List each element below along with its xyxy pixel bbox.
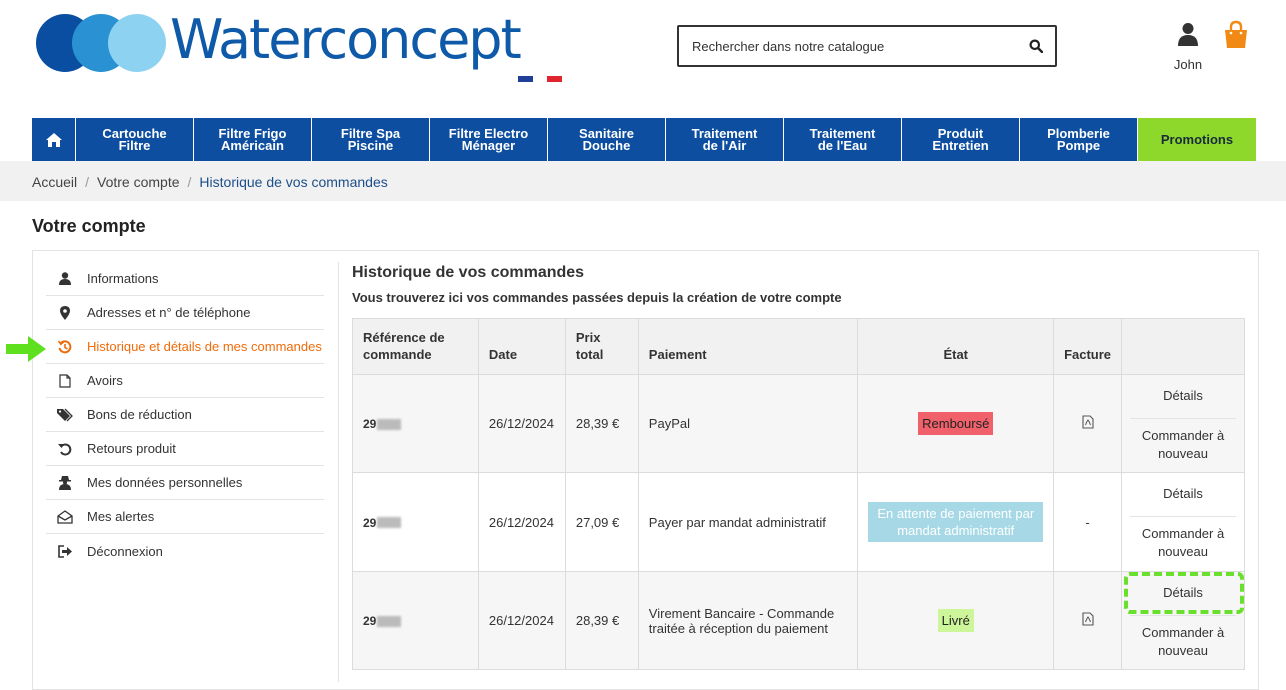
nav-item-promotions[interactable]: Promotions bbox=[1138, 118, 1256, 161]
pdf-icon[interactable] bbox=[1082, 415, 1094, 429]
header-payment: Paiement bbox=[638, 319, 858, 375]
reorder-link[interactable]: Commander à nouveau bbox=[1141, 427, 1225, 461]
order-total: 27,09 € bbox=[565, 473, 638, 572]
table-row bbox=[353, 572, 1245, 670]
orders-subtitle: Vous trouverez ici vos commandes passées depuis la création de votre compte bbox=[352, 290, 842, 305]
header-actions bbox=[1122, 319, 1245, 375]
tags-icon bbox=[56, 408, 74, 422]
nav-item-traitement-eau[interactable]: Traitement de l'Eau bbox=[784, 118, 902, 161]
order-payment: Payer par mandat administratif bbox=[638, 473, 858, 572]
user-icon bbox=[56, 272, 74, 286]
reorder-link[interactable]: Commander à nouveau bbox=[1141, 526, 1225, 559]
sidebar-item-donnees[interactable]: Mes données personnelles bbox=[46, 466, 324, 500]
column-divider bbox=[338, 262, 339, 682]
nav-item-cartouche-filtre[interactable]: Cartouche Filtre bbox=[76, 118, 194, 161]
order-total: 28,39 € bbox=[565, 375, 638, 473]
status-badge: Livré bbox=[938, 609, 974, 632]
status-badge: En attente de paiement par mandat administratif bbox=[868, 502, 1043, 542]
nav-item-produit-entretien[interactable]: Produit Entretien bbox=[902, 118, 1020, 161]
cart-button[interactable] bbox=[1221, 20, 1251, 55]
search-icon[interactable] bbox=[1029, 39, 1043, 53]
redacted-ref bbox=[377, 517, 401, 528]
nav-home[interactable] bbox=[32, 118, 76, 161]
breadcrumb-home[interactable]: Accueil bbox=[32, 174, 78, 190]
pdf-icon[interactable] bbox=[1082, 612, 1094, 626]
nav-item-plomberie[interactable]: Plomberie Pompe bbox=[1020, 118, 1138, 161]
file-icon bbox=[56, 374, 74, 388]
sidebar-item-bons-reduction[interactable]: Bons de réduction bbox=[46, 398, 324, 432]
sidebar-item-adresses[interactable]: Adresses et n° de téléphone bbox=[46, 296, 324, 330]
header-invoice: Facture bbox=[1054, 319, 1122, 375]
table-row bbox=[353, 375, 1245, 473]
order-total: 28,39 € bbox=[565, 572, 638, 670]
page-title: Votre compte bbox=[32, 216, 146, 236]
order-ref: 29 bbox=[363, 417, 401, 431]
search-box[interactable] bbox=[677, 25, 1057, 67]
nav-item-sanitaire[interactable]: Sanitaire Douche bbox=[548, 118, 666, 161]
status-badge: Remboursé bbox=[918, 412, 993, 435]
user-secret-icon bbox=[56, 476, 74, 490]
sidebar-item-avoirs[interactable]: Avoirs bbox=[46, 364, 324, 398]
user-icon bbox=[1177, 22, 1199, 46]
details-link[interactable]: Détails bbox=[1130, 379, 1236, 419]
sidebar-item-deconnexion[interactable]: Déconnexion bbox=[46, 534, 324, 568]
order-ref: 29 bbox=[363, 516, 401, 530]
redacted-ref bbox=[377, 616, 401, 627]
header-state: État bbox=[858, 319, 1054, 375]
orders-table bbox=[352, 318, 1245, 670]
order-ref: 29 bbox=[363, 614, 401, 628]
nav-item-traitement-air[interactable]: Traitement de l'Air bbox=[666, 118, 784, 161]
order-payment: PayPal bbox=[638, 375, 858, 473]
arrow-annotation-icon bbox=[6, 336, 46, 362]
map-pin-icon bbox=[56, 306, 74, 320]
nav-item-filtre-spa[interactable]: Filtre Spa Piscine bbox=[312, 118, 430, 161]
envelope-open-icon bbox=[56, 510, 74, 524]
french-flag bbox=[518, 76, 562, 82]
breadcrumb: Accueil / Votre compte / Historique de vos commandes bbox=[0, 161, 1286, 201]
account-sidebar bbox=[46, 262, 324, 568]
user-account-link[interactable] bbox=[1170, 22, 1206, 72]
sidebar-item-informations[interactable]: Informations bbox=[46, 262, 324, 296]
logo-circle bbox=[108, 14, 166, 72]
order-date: 26/12/2024 bbox=[478, 572, 565, 670]
logo-wordmark: Waterconcept bbox=[170, 8, 520, 71]
table-header-row bbox=[353, 319, 1245, 375]
nav-item-filtre-electro[interactable]: Filtre Electro Ménager bbox=[430, 118, 548, 161]
header-total: Prix total bbox=[565, 319, 638, 375]
undo-icon bbox=[56, 442, 74, 456]
reorder-link[interactable]: Commander à nouveau bbox=[1141, 624, 1225, 658]
nav-item-filtre-frigo[interactable]: Filtre Frigo Américain bbox=[194, 118, 312, 161]
table-row bbox=[353, 473, 1245, 572]
details-link[interactable]: Détails bbox=[1130, 477, 1236, 517]
invoice-none: - bbox=[1054, 473, 1122, 572]
sign-out-icon bbox=[56, 544, 74, 558]
order-payment: Virement Bancaire - Commande traitée à réception du paiement bbox=[638, 572, 858, 670]
details-link[interactable]: Détails bbox=[1130, 576, 1236, 616]
redacted-ref bbox=[377, 419, 401, 430]
logo[interactable] bbox=[36, 8, 566, 86]
sidebar-item-retours[interactable]: Retours produit bbox=[46, 432, 324, 466]
order-date: 26/12/2024 bbox=[478, 375, 565, 473]
history-icon bbox=[56, 340, 74, 354]
order-date: 26/12/2024 bbox=[478, 473, 565, 572]
header-ref: Référence de commande bbox=[353, 319, 479, 375]
main-nav bbox=[32, 118, 1256, 161]
breadcrumb-current: Historique de vos commandes bbox=[199, 174, 388, 190]
home-icon bbox=[45, 132, 63, 148]
shopping-bag-icon bbox=[1221, 20, 1251, 50]
header-date: Date bbox=[478, 319, 565, 375]
sidebar-item-alertes[interactable]: Mes alertes bbox=[46, 500, 324, 534]
breadcrumb-account[interactable]: Votre compte bbox=[97, 174, 180, 190]
search-input[interactable] bbox=[679, 27, 1009, 65]
orders-title: Historique de vos commandes bbox=[352, 264, 585, 281]
highlight-annotation bbox=[1124, 572, 1244, 614]
user-name: John bbox=[1173, 57, 1203, 72]
sidebar-item-historique[interactable]: Historique et détails de mes commandes bbox=[46, 330, 324, 364]
